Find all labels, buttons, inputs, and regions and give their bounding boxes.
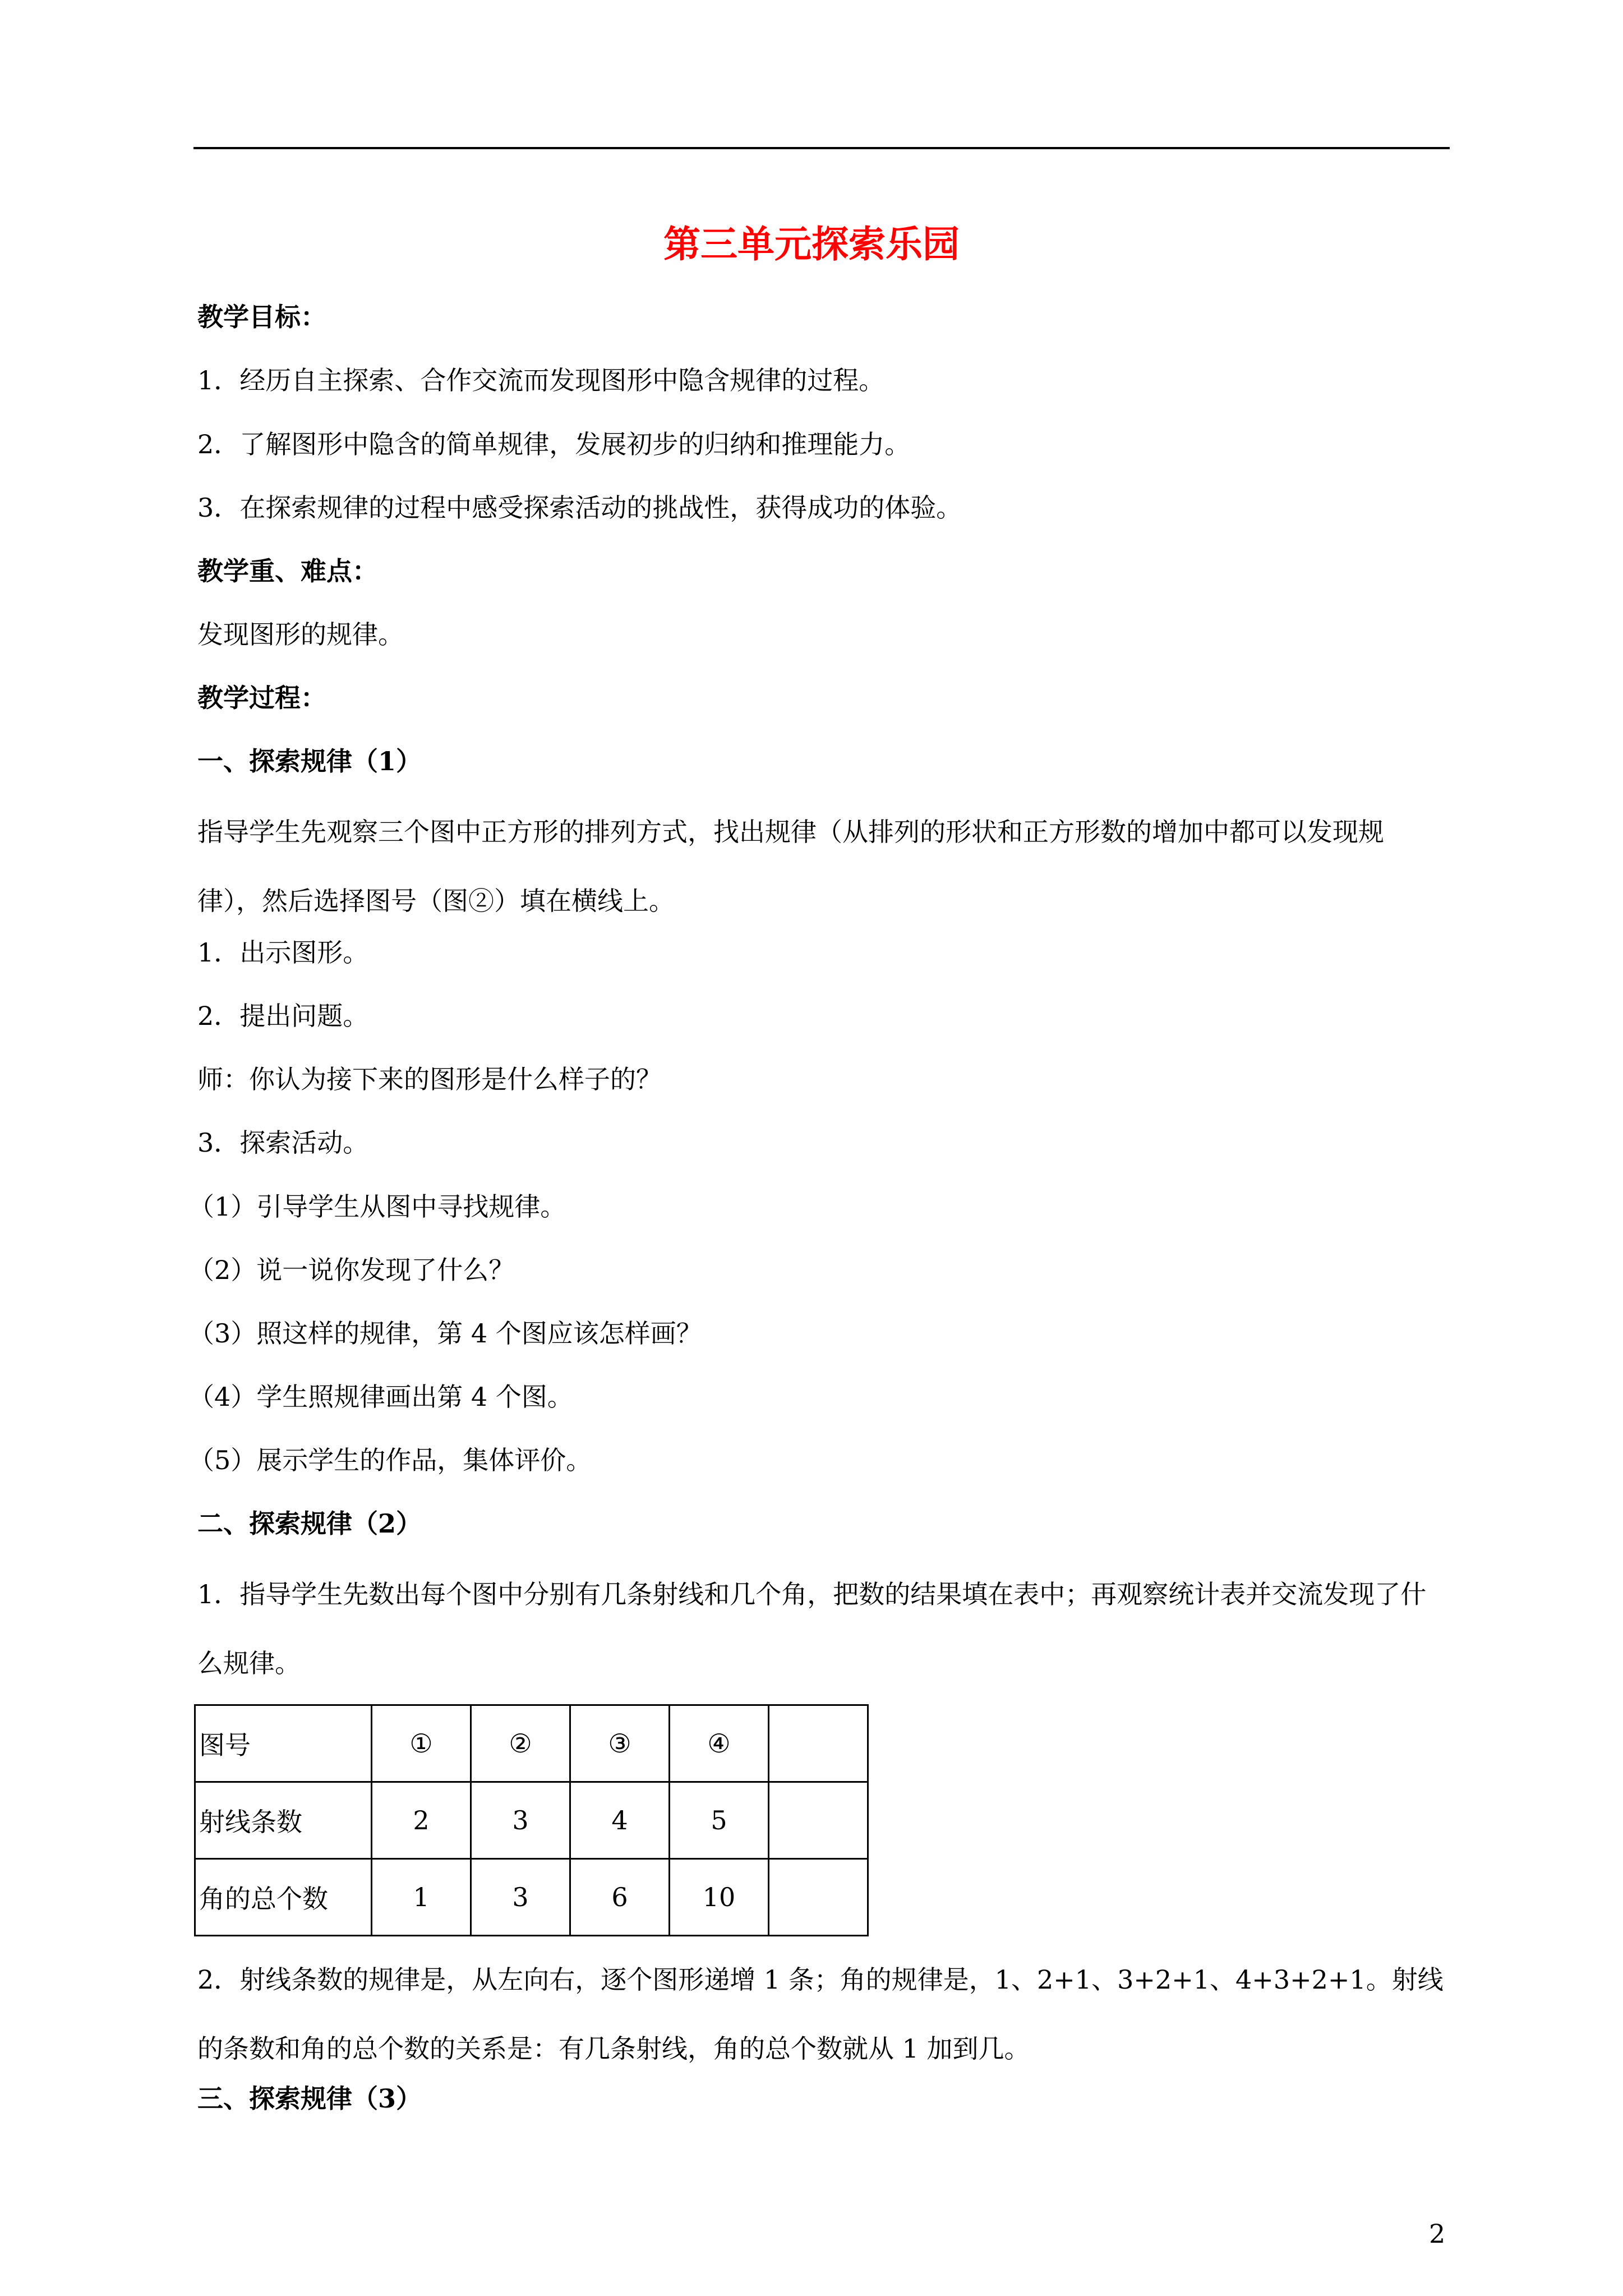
part2-heading: 二、探索规律（2） [197,1508,422,1539]
part1-step: 2．提出问题。 [197,1001,369,1031]
table-cell: 3 [471,1782,570,1859]
goal-item: 2．了解图形中隐含的简单规律，发展初步的归纳和推理能力。 [197,429,911,459]
key-heading: 教学重、难点： [197,556,378,586]
table-cell: 1 [372,1859,471,1936]
table-cell: ④ [670,1705,769,1782]
table-cell [769,1705,868,1782]
table-cell [769,1782,868,1859]
table-row [195,1859,868,1936]
table-cell: 4 [570,1782,670,1859]
statistics-table [194,1704,869,1936]
table-cell: 6 [570,1859,670,1936]
page-title: 第三单元探索乐园 [663,222,960,266]
part1-heading: 一、探索规律（1） [197,746,422,776]
key-text: 发现图形的规律。 [197,619,404,650]
process-heading: 教学过程： [197,683,326,713]
table-cell: 5 [670,1782,769,1859]
part1-step: （2）说一说你发现了什么？ [188,1255,515,1285]
header-rule [193,147,1450,149]
part1-step: （3）照这样的规律，第 4 个图应该怎样画？ [188,1318,702,1349]
goals-heading: 教学目标： [197,302,326,332]
table-cell: ① [372,1705,471,1782]
part1-intro: 指导学生先观察三个图中正方形的排列方式，找出规律（从排列的形状和正方形数的增加中都可以发现规律），然后选择图号（图②）填在横线上。 [197,817,1384,916]
part1-step: 3．探索活动。 [197,1128,369,1158]
part1-step: （4）学生照规律画出第 4 个图。 [188,1382,573,1412]
part2-conclusion: 2．射线条数的规律是，从左向右，逐个图形递增 1 条；角的规律是，1、2+1、3+2+1、4+3+2+1。射线的条数和角的总个数的关系是：有几条射线，角的总个数就从 1 加到几。 [197,1964,1444,2064]
table-cell: ③ [570,1705,670,1782]
part1-step: （5）展示学生的作品，集体评价。 [188,1445,592,1475]
table-cell: 10 [670,1859,769,1936]
part1-step: 师：你认为接下来的图形是什么样子的？ [197,1064,662,1094]
goal-item: 3．在探索规律的过程中感受探索活动的挑战性，获得成功的体验。 [197,493,962,523]
table-cell: ② [471,1705,570,1782]
table-row [195,1782,868,1859]
table-cell: 3 [471,1859,570,1936]
part2-intro: 1．指导学生先数出每个图中分别有几条射线和几个角，把数的结果填在表中；再观察统计表并交流发现了什么规律。 [197,1579,1427,1678]
table-cell: 图号 [195,1705,372,1782]
part3-heading: 三、探索规律（3） [197,2083,422,2114]
table-cell: 角的总个数 [195,1859,372,1936]
table-cell: 射线条数 [195,1782,372,1859]
part1-step: （1）引导学生从图中寻找规律。 [188,1191,566,1222]
page-number: 2 [1429,2219,1446,2249]
part1-step: 1．出示图形。 [197,937,369,968]
table-cell: 2 [372,1782,471,1859]
goal-item: 1．经历自主探索、合作交流而发现图形中隐含规律的过程。 [197,365,885,395]
table-row [195,1705,868,1782]
table-cell [769,1859,868,1936]
